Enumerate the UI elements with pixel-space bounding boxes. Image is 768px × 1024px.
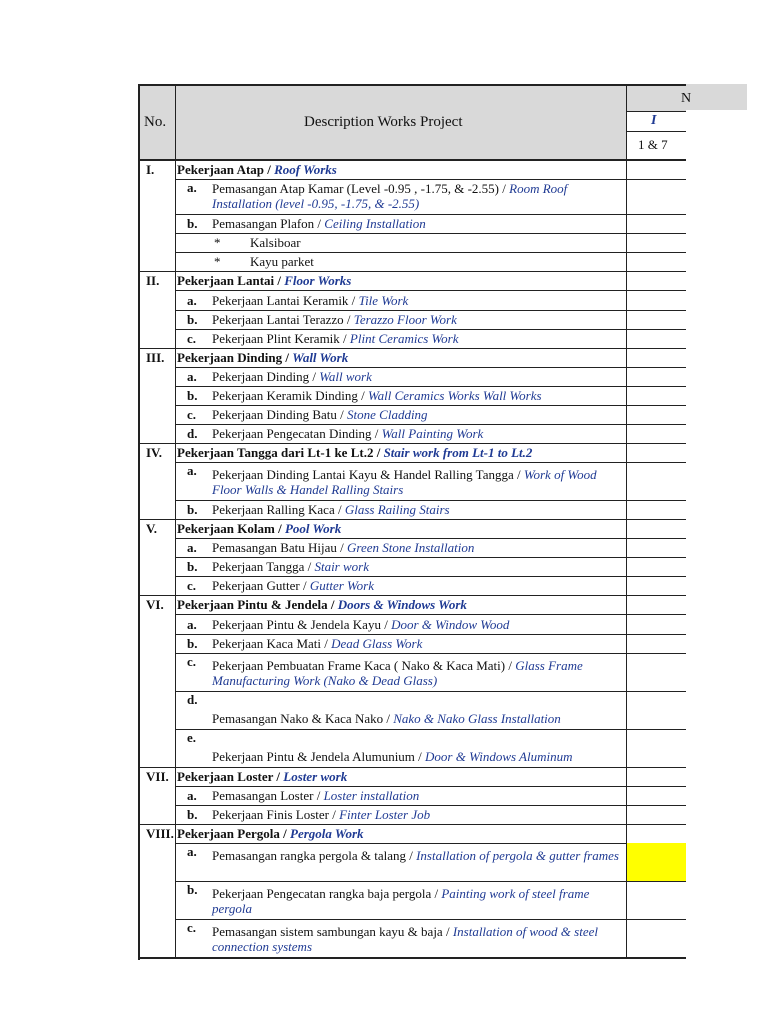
item-letter: *	[214, 254, 221, 269]
item-description-id: Pekerjaan Pembuatan Frame Kaca ( Nako & Kaca Mati) /	[212, 658, 516, 673]
header-description: Description Works Project	[304, 114, 463, 130]
row-divider	[175, 634, 686, 635]
row-divider	[175, 557, 686, 558]
section-title	[177, 273, 351, 288]
row-divider	[175, 367, 686, 368]
section-title-en: Pool Work	[284, 521, 342, 536]
item-description-en: Installation of pergola & gutter frames	[416, 848, 619, 863]
item-description-id: Pekerjaan Dinding /	[212, 369, 320, 384]
column-divider	[626, 86, 627, 958]
section-title-en: Loster work	[283, 769, 348, 784]
item-description	[212, 924, 624, 954]
item-description	[212, 848, 624, 863]
row-divider	[138, 348, 686, 349]
item-description-id: Pemasangan rangka pergola & talang /	[212, 848, 417, 863]
item-letter: a.	[187, 788, 197, 803]
item-description	[250, 254, 662, 269]
item-description	[212, 788, 624, 803]
row-divider	[138, 767, 686, 768]
section-number: VIII.	[146, 826, 174, 841]
item-description-en: Finter Loster Job	[339, 807, 431, 822]
item-description-en: Gutter Work	[309, 578, 374, 593]
item-description-id: Pekerjaan Kaca Mati /	[212, 636, 332, 651]
section-title	[177, 445, 532, 460]
item-letter: e.	[187, 730, 197, 745]
row-divider	[175, 786, 686, 787]
header-tab-gray	[686, 84, 747, 110]
right-clip	[686, 84, 768, 1024]
row-divider	[138, 957, 688, 959]
item-description	[212, 216, 624, 231]
item-description	[212, 331, 624, 346]
item-description-id: Pemasangan Atap Kamar (Level -0.95 , -1.75, & -2.55) /	[212, 181, 510, 196]
item-description-id: Pekerjaan Ralling Kaca /	[212, 502, 345, 517]
row-divider	[175, 576, 686, 577]
item-letter: d.	[187, 426, 198, 441]
item-description-en: Room Roof Installation (level -0.95, -1.75, & -2.55)	[212, 181, 568, 211]
section-title	[177, 826, 364, 841]
item-description-id: Pekerjaan Dinding Batu /	[212, 407, 348, 422]
section-title-id: Pekerjaan Dinding /	[177, 350, 293, 365]
item-letter: b.	[187, 312, 198, 327]
row-divider	[175, 290, 686, 291]
section-title	[177, 162, 337, 177]
row-divider	[138, 443, 686, 444]
section-title-en: Stair work from Lt-1 to Lt.2	[383, 445, 533, 460]
item-letter: c.	[187, 331, 197, 346]
item-description-en: Painting work of steel frame pergola	[212, 886, 590, 916]
section-title	[177, 769, 347, 784]
item-description-id: Pekerjaan Pengecatan Dinding /	[212, 426, 382, 441]
item-description-id: Pemasangan Loster /	[212, 788, 324, 803]
item-description-en: Loster installation	[323, 788, 420, 803]
item-letter: d.	[187, 692, 198, 707]
row-divider	[175, 424, 686, 425]
item-description	[212, 807, 624, 822]
item-description	[212, 886, 624, 916]
item-description-id: Pekerjaan Lantai Keramik /	[212, 293, 359, 308]
row-divider	[175, 919, 686, 920]
item-description-id: Pekerjaan Keramik Dinding /	[212, 388, 368, 403]
item-description-en: Installation of wood & steel connection systems	[212, 924, 598, 954]
item-description	[250, 235, 662, 250]
item-description-id: Pemasangan Batu Hijau /	[212, 540, 348, 555]
item-description-id: Pekerjaan Dinding Lantai Kayu & Handel Ralling Tangga /	[212, 467, 524, 482]
section-title-id: Pekerjaan Pintu & Jendela /	[177, 597, 338, 612]
item-description-id: Pemasangan Plafon /	[212, 216, 325, 231]
column-divider	[175, 86, 176, 958]
section-title	[177, 597, 467, 612]
highlight-cell	[627, 843, 686, 881]
item-letter: b.	[187, 502, 198, 517]
item-letter: b.	[187, 636, 198, 651]
header-col-roman: I	[651, 113, 657, 128]
item-letter: b.	[187, 807, 198, 822]
section-title-en: Roof Works	[274, 162, 337, 177]
section-title-id: Pekerjaan Tangga dari Lt-1 ke Lt.2 /	[177, 445, 384, 460]
row-divider	[175, 233, 686, 234]
item-description	[212, 559, 624, 574]
section-title-id: Pekerjaan Loster /	[177, 769, 284, 784]
item-description-id: Pekerjaan Plint Keramik /	[212, 331, 350, 346]
item-description-en: Door & Windows Aluminum	[425, 749, 573, 764]
section-title-en: Pergola Work	[290, 826, 364, 841]
section-title	[177, 521, 341, 536]
row-divider	[175, 500, 686, 501]
item-description	[212, 467, 624, 497]
row-divider	[138, 595, 686, 596]
item-description	[212, 293, 624, 308]
row-divider	[138, 271, 686, 272]
item-description	[212, 426, 624, 441]
section-title-en: Wall Work	[292, 350, 349, 365]
row-divider	[175, 614, 686, 615]
item-letter: c.	[187, 920, 197, 935]
section-number: II.	[146, 273, 160, 288]
item-description	[212, 388, 624, 403]
header-col-sub: 1 & 7	[638, 137, 668, 152]
item-letter: a.	[187, 540, 197, 555]
row-divider	[175, 214, 686, 215]
item-letter: b.	[187, 559, 198, 574]
row-divider	[138, 824, 686, 825]
item-letter: *	[214, 235, 221, 250]
item-description-en: Terazzo Floor Work	[353, 312, 457, 327]
section-number: V.	[146, 521, 157, 536]
item-letter: c.	[187, 407, 197, 422]
item-letter: b.	[187, 216, 198, 231]
item-description-en: Plint Ceramics Work	[349, 331, 459, 346]
section-title-en: Floor Works	[284, 273, 352, 288]
row-divider	[175, 329, 686, 330]
item-description	[212, 617, 624, 632]
item-description-en: Tile Work	[358, 293, 409, 308]
section-title	[177, 350, 348, 365]
item-description-en: Stair work	[314, 559, 369, 574]
header-no: No.	[144, 114, 167, 130]
item-letter: b.	[187, 388, 198, 403]
item-description-id: Pekerjaan Pintu & Jendela Alumunium /	[212, 749, 426, 764]
item-letter: a.	[187, 463, 197, 478]
item-description-en: Wall Painting Work	[381, 426, 484, 441]
item-description-en: Glass Railing Stairs	[344, 502, 450, 517]
section-number: III.	[146, 350, 165, 365]
item-letter: a.	[187, 369, 197, 384]
row-divider	[175, 805, 686, 806]
item-description-id: Pekerjaan Tangga /	[212, 559, 315, 574]
item-description-id: Pekerjaan Gutter /	[212, 578, 310, 593]
item-description-en: Wall Ceramics Works Wall Works	[367, 388, 542, 403]
row-divider	[175, 179, 686, 180]
item-description	[212, 407, 624, 422]
row-divider	[175, 538, 686, 539]
row-divider	[138, 519, 686, 520]
item-letter: c.	[187, 578, 197, 593]
row-divider	[175, 691, 686, 692]
row-divider	[175, 729, 686, 730]
item-description	[212, 711, 624, 726]
item-letter: a.	[187, 617, 197, 632]
item-description-en: Dead Glass Work	[331, 636, 423, 651]
section-number: VII.	[146, 769, 169, 784]
item-letter: a.	[187, 180, 197, 195]
item-description-id: Pekerjaan Lantai Terazzo /	[212, 312, 354, 327]
section-title-id: Pekerjaan Kolam /	[177, 521, 285, 536]
item-description-en: Nako & Nako Glass Installation	[393, 711, 561, 726]
header-col-top: N	[681, 91, 692, 106]
item-description-en: Door & Window Wood	[391, 617, 510, 632]
item-description	[212, 181, 624, 211]
item-description	[212, 636, 624, 651]
section-title-id: Pekerjaan Pergola /	[177, 826, 290, 841]
row-divider	[175, 386, 686, 387]
item-description-id: Pemasangan Nako & Kaca Nako /	[212, 711, 394, 726]
item-description	[212, 540, 624, 555]
section-title-id: Pekerjaan Atap /	[177, 162, 275, 177]
row-divider	[175, 405, 686, 406]
row-divider	[626, 111, 686, 112]
item-letter: b.	[187, 882, 198, 897]
item-description	[212, 502, 624, 517]
section-number: VI.	[146, 597, 164, 612]
section-number: I.	[146, 162, 155, 177]
row-divider	[175, 462, 686, 463]
item-description-en: Work of Wood Floor Walls & Handel Ralling Stairs	[212, 467, 597, 497]
row-divider	[175, 252, 686, 253]
item-description-id: Kalsiboar	[250, 235, 301, 250]
item-description-en: Ceiling Installation	[324, 216, 426, 231]
item-letter: c.	[187, 654, 197, 669]
item-description-id: Pekerjaan Finis Loster /	[212, 807, 340, 822]
section-title-id: Pekerjaan Lantai /	[177, 273, 285, 288]
item-letter: a.	[187, 293, 197, 308]
row-divider	[175, 881, 686, 882]
item-description-id: Pemasangan sistem sambungan kayu & baja /	[212, 924, 453, 939]
item-description-en: Green Stone Installation	[347, 540, 475, 555]
item-letter: a.	[187, 844, 197, 859]
item-description-en: Stone Cladding	[347, 407, 428, 422]
item-description	[212, 369, 624, 384]
item-description	[212, 749, 624, 764]
item-description-en: Glass Frame Manufacturing Work (Nako & Dead Glass)	[212, 658, 583, 688]
row-divider	[175, 653, 686, 654]
item-description	[212, 578, 624, 593]
section-title-en: Doors & Windows Work	[337, 597, 467, 612]
row-divider	[626, 131, 686, 132]
row-divider	[138, 160, 686, 161]
item-description	[212, 312, 624, 327]
item-description-en: Wall work	[319, 369, 372, 384]
section-number: IV.	[146, 445, 163, 460]
item-description	[212, 658, 624, 688]
item-description-id: Kayu parket	[250, 254, 314, 269]
row-divider	[175, 843, 686, 844]
row-divider	[175, 310, 686, 311]
item-description-id: Pekerjaan Pintu & Jendela Kayu /	[212, 617, 392, 632]
item-description-id: Pekerjaan Pengecatan rangka baja pergola /	[212, 886, 442, 901]
